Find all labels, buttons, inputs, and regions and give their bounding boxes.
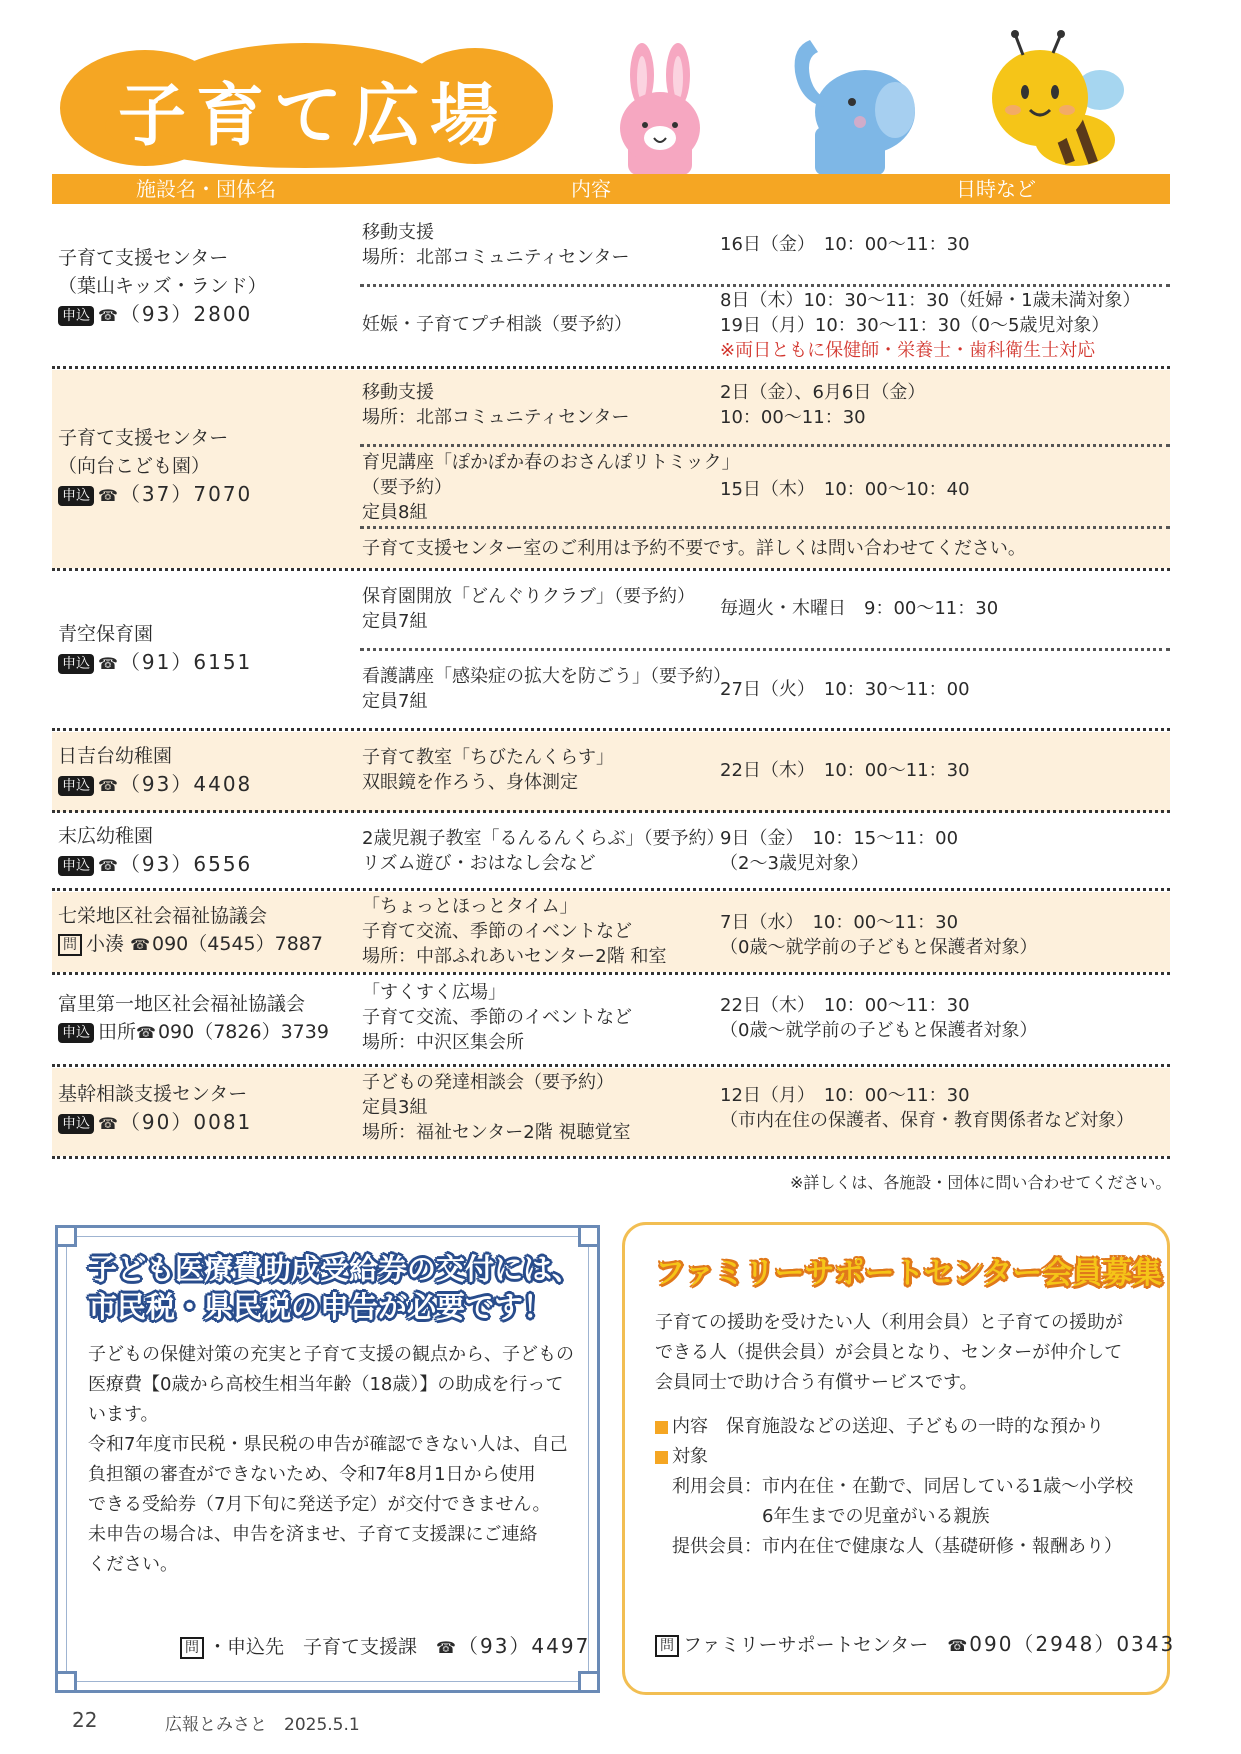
phone-number: 090（7826）3739 (157, 1021, 329, 1043)
datetime-cell: 8日（木）10：30～11：30（妊婦・1歳未満対象） 19日（月）10：30～11：30（0～5歳児対象） ※両日ともに保健師・栄養士・歯科衛生士対応 (720, 290, 1141, 361)
separator (52, 972, 1170, 975)
separator (52, 568, 1170, 571)
separator (52, 888, 1170, 891)
inquiry-badge: 問 (58, 934, 82, 956)
phone-icon: ☎ (98, 654, 118, 673)
datetime-cell: 7日（水） 10：00～11：30 （0歳～就学前の子どもと保護者対象） (720, 912, 1038, 958)
box2-title: ファミリーサポートセンター会員募集 (655, 1256, 1163, 1291)
phone-number: （90）0081 (119, 1110, 253, 1134)
box1-body: 令和7年度市民税・県民税の申告が確認できない人は、自己 (88, 1434, 568, 1455)
phone-icon: ☎ (136, 1023, 156, 1042)
phone-icon: ☎ (98, 856, 118, 875)
elephant-illustration (770, 32, 920, 175)
org-name: 末広幼稚園 申込 ☎ （93）6556 (58, 822, 252, 880)
inquiry-badge: 問 (655, 1635, 679, 1657)
separator (52, 728, 1170, 731)
box-corner (578, 1225, 600, 1247)
separator (52, 810, 1170, 813)
datetime-cell: 15日（木） 10：00～10：40 (720, 479, 970, 500)
separator (52, 1156, 1170, 1159)
org-name: 青空保育園 申込 ☎ （91）6151 (58, 620, 252, 678)
apply-badge: 申込 (58, 856, 94, 876)
datetime-cell: 16日（金） 10：00～11：30 (720, 234, 970, 255)
apply-badge: 申込 (58, 776, 94, 796)
content-cell: 子育て支援センター室のご利用は予約不要です。詳しくは問い合わせてください。 (362, 538, 1026, 559)
contact-person: 田所 (98, 1021, 137, 1043)
content-cell: 「すくすく広場」 子育て交流、季節のイベントなど 場所：中沢区集会所 (362, 982, 632, 1053)
header-content: 内容 (571, 177, 611, 201)
content-cell: 看護講座「感染症の拡大を防ごう」（要予約） 定員7組 (362, 666, 731, 712)
datetime-cell: 22日（木） 10：00～11：30 (720, 760, 970, 781)
footnote: ※詳しくは、各施設・団体に問い合わせてください。 (790, 1173, 1172, 1192)
content-cell: 移動支援 場所：北部コミュニティセンター (362, 222, 630, 268)
phone-icon: ☎ (947, 1636, 968, 1655)
contact-label: ・申込先 子育て支援課 (208, 1636, 418, 1658)
inquiry-badge: 問 (180, 1637, 204, 1659)
table-header (52, 174, 1170, 204)
box1-title: 子ども医療費助成受給券の交付には、 (88, 1252, 582, 1286)
box1-body: できる受給券（7月下旬に発送予定）が交付できません。 (88, 1494, 551, 1515)
box1-body: 負担額の審査ができないため、令和7年8月1日から使用 (88, 1464, 536, 1485)
box1-body: 子どもの保健対策の充実と子育て支援の観点から、子どもの (88, 1344, 574, 1365)
box2-intro: できる人（提供会員）が会員となり、センターが仲介して (655, 1342, 1123, 1363)
phone-icon: ☎ (98, 486, 118, 505)
phone-number: （93）2800 (119, 302, 253, 326)
phone-number: 090（4545）7887 (152, 933, 323, 955)
box2-target-label: 対象 (655, 1442, 708, 1472)
phone-number: 090（2948）0343 (969, 1632, 1176, 1656)
bullet-square (655, 1421, 668, 1434)
box1-body: ください。 (88, 1554, 178, 1575)
datetime-cell: 27日（火） 10：30～11：00 (720, 679, 970, 700)
separator (360, 526, 1170, 529)
org-name: 子育て支援センター （向台こども園） 申込 ☎ （37）7070 (58, 424, 252, 510)
apply-badge: 申込 (58, 306, 94, 326)
contact-person: 小湊 (86, 933, 125, 955)
box-corner (578, 1671, 600, 1693)
phone-icon: ☎ (130, 935, 150, 954)
header-facility: 施設名・団体名 (136, 177, 276, 201)
bullet-square (655, 1451, 668, 1464)
box1-contact (180, 1630, 590, 1659)
bee-illustration (985, 30, 1130, 170)
note: ※両日ともに保健師・栄養士・歯科衛生士対応 (720, 340, 1096, 361)
datetime-cell: 9日（金） 10：15～11：00 （2～3歳児対象） (720, 828, 959, 874)
content-cell: 2歳児親子教室「るんるんくらぶ」（要予約） リズム遊び・おはなし会など (362, 828, 725, 874)
phone-number: （91）6151 (119, 650, 253, 674)
phone-icon: ☎ (436, 1638, 456, 1657)
box1-body: 医療費【0歳から高校生相当年齢（18歳）】の助成を行って (88, 1374, 564, 1395)
separator (360, 648, 1170, 651)
separator (360, 284, 1170, 287)
phone-number: （93）4408 (119, 772, 253, 796)
box2-content-line: 内容 保育施設などの送迎、子どもの一時的な預かり (655, 1412, 1104, 1442)
phone-icon: ☎ (98, 776, 118, 795)
org-name: 基幹相談支援センター 申込 ☎ （90）0081 (58, 1080, 252, 1138)
apply-badge: 申込 (58, 1114, 94, 1134)
org-name: 富里第一地区社会福祉協議会 申込 田所☎ 090（7826）3739 (58, 990, 329, 1047)
apply-badge: 申込 (58, 654, 94, 674)
content-cell: 子どもの発達相談会（要予約） 定員3組 場所：福祉センター2階 視聴覚室 (362, 1072, 631, 1143)
content-cell: 子育て教室「ちびたんくらす」 双眼鏡を作ろう、身体測定 (362, 747, 614, 793)
content-cell: 移動支援 場所：北部コミュニティセンター (362, 382, 630, 428)
page-title: 子育て広場 (118, 77, 509, 156)
content-cell: 「ちょっとほっとタイム」 子育て交流、季節のイベントなど 場所：中部ふれあいセンター2階 和室 (362, 896, 667, 967)
box1-body: 未申告の場合は、申告を済ませ、子育て支援課にご連絡 (88, 1524, 538, 1545)
separator (52, 366, 1170, 369)
separator (52, 1064, 1170, 1067)
phone-number: （93）4497 (457, 1634, 591, 1658)
box1-body: います。 (88, 1404, 159, 1425)
org-name: 子育て支援センター （葉山キッズ・ランド） 申込 ☎ （93）2800 (58, 244, 267, 330)
phone-icon: ☎ (98, 1114, 118, 1133)
separator (360, 444, 1170, 447)
phone-number: （37）7070 (119, 482, 253, 506)
apply-badge: 申込 (58, 1023, 94, 1043)
content-cell: 妊娠・子育てプチ相談（要予約） (362, 314, 632, 335)
header-datetime: 日時など (956, 177, 1036, 201)
box1-title: 市民税・県民税の申告が必要です！ (88, 1290, 553, 1324)
datetime-cell: 12日（月） 10：00～11：30 （市内在住の保護者、保育・教育関係者など対象） (720, 1085, 1134, 1131)
box2-target-line: 6年生までの児童がいる親族 (762, 1506, 990, 1527)
content-cell: 育児講座「ぽかぽか春のおさんぽリトミック」 （要予約） 定員8組 (362, 452, 740, 523)
datetime-cell: 22日（木） 10：00～11：30 （0歳～就学前の子どもと保護者対象） (720, 995, 1038, 1041)
box-corner (55, 1225, 77, 1247)
box-corner (55, 1671, 77, 1693)
org-name: 日吉台幼稚園 申込 ☎ （93）4408 (58, 742, 252, 800)
contact-label: ファミリーサポートセンター (683, 1634, 929, 1656)
datetime-cell: 2日（金）、6月6日（金） 10：00～11：30 (720, 382, 926, 428)
page-number: 22 (72, 1708, 98, 1732)
box2-intro: 子育ての援助を受けたい人（利用会員）と子育ての援助が (655, 1312, 1123, 1333)
box2-target-line: 提供会員：市内在住で健康な人（基礎研修・報酬あり） (672, 1536, 1122, 1557)
box2-contact (655, 1628, 1175, 1657)
rabbit-illustration (610, 40, 710, 175)
apply-badge: 申込 (58, 486, 94, 506)
phone-number: （93）6556 (119, 852, 253, 876)
box2-target-line: 利用会員：市内在住・在勤で、同居している1歳～小学校 (672, 1476, 1134, 1497)
datetime-cell: 毎週火・木曜日 9：00～11：30 (720, 598, 999, 619)
phone-icon: ☎ (98, 306, 118, 325)
publication-info: 広報とみさと 2025.5.1 (165, 1715, 360, 1735)
box2-intro: 会員同士で助け合う有償サービスです。 (655, 1372, 978, 1393)
content-cell: 保育園開放「どんぐりクラブ」（要予約） 定員7組 (362, 586, 695, 632)
org-name: 七栄地区社会福祉協議会 問 小湊 ☎ 090（4545）7887 (58, 902, 323, 959)
